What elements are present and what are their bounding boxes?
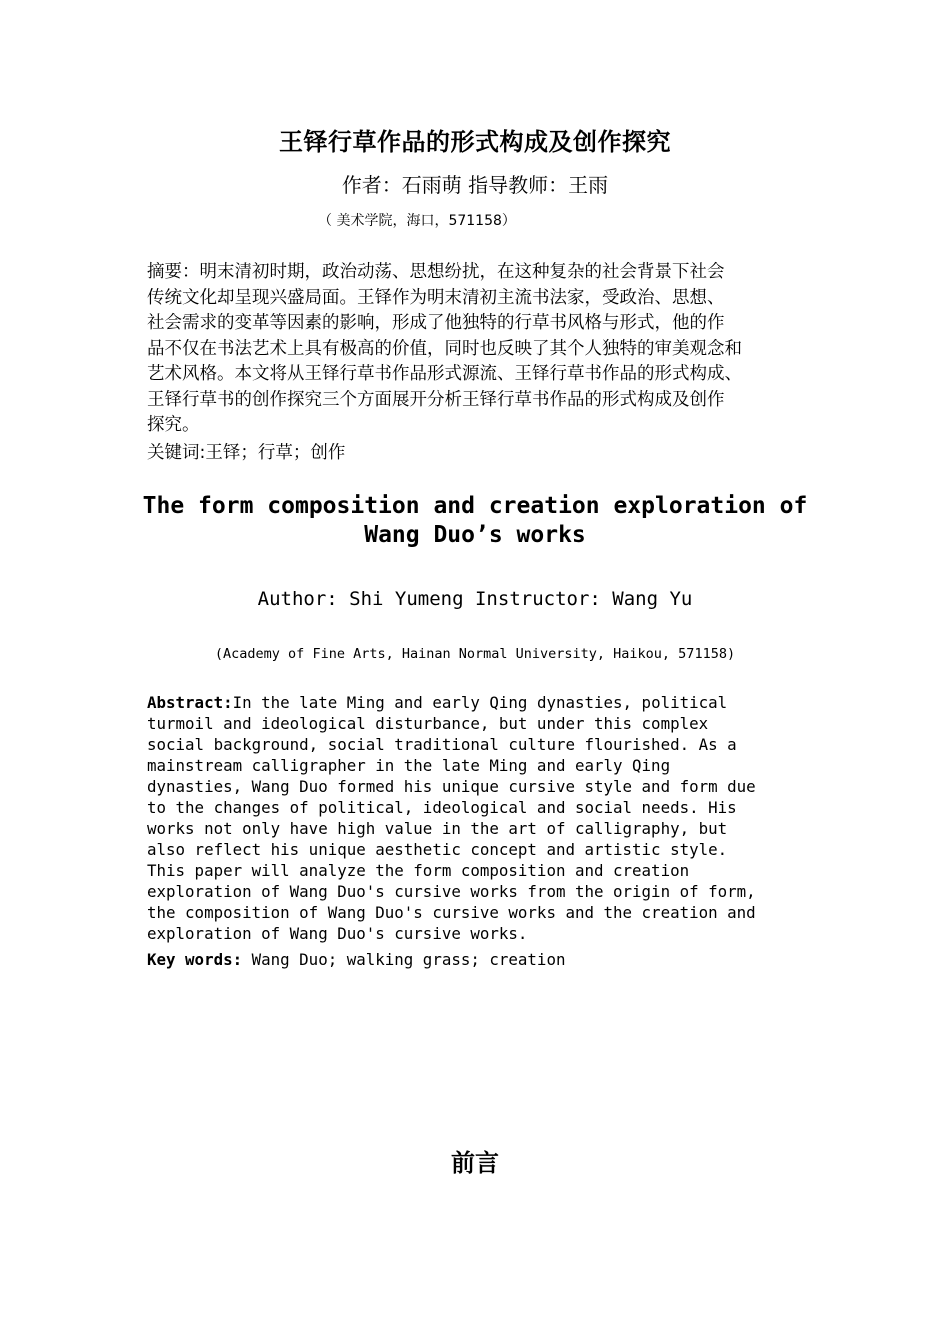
chinese-abstract-line: 王铎行草书的创作探究三个方面展开分析王铎行草书作品的形式构成及创作	[147, 389, 725, 410]
chinese-abstract-line: 品不仅在书法艺术上具有极高的价值，同时也反映了其个人独特的审美观念和	[147, 338, 742, 359]
chinese-abstract-line: 艺术风格。本文将从王铎行草书作品形式源流、王铎行草书作品的形式构成、	[147, 364, 742, 384]
keywords-label: Key words:	[147, 950, 243, 969]
english-abstract-line: social background, social traditional culture flourished. As a	[147, 735, 737, 754]
english-abstract-line: dynasties, Wang Duo formed his unique cursive style and form due	[147, 777, 756, 796]
preface-heading: 前言	[451, 1149, 499, 1177]
abstract-label: Abstract:	[147, 693, 233, 712]
english-abstract-line: also reflect his unique aesthetic concept and artistic style.	[147, 840, 728, 859]
english-abstract-line: mainstream calligrapher in the late Ming and early Qing	[147, 756, 671, 775]
abstract-first-line-text: In the late Ming and early Qing dynasties, political	[232, 693, 728, 712]
chinese-abstract	[147, 260, 817, 439]
chinese-abstract-line: 社会需求的变革等因素的影响，形成了他独特的行草书风格与形式，他的作	[147, 313, 725, 333]
english-abstract-line: exploration of Wang Duo's cursive works from the origin of form,	[147, 882, 756, 901]
english-abstract-line: works not only have high value in the art of calligraphy, but	[147, 819, 728, 838]
english-abstract-line	[147, 692, 827, 713]
english-affiliation: (Academy of Fine Arts, Hainan Normal University, Haikou, 571158)	[214, 646, 736, 662]
english-title-line: Wang Duo’s works	[364, 522, 586, 548]
english-keywords	[147, 950, 565, 969]
english-abstract-line: to the changes of political, ideological and social needs. His	[147, 798, 737, 817]
english-abstract-line: the composition of Wang Duo's cursive works and the creation and	[147, 903, 756, 922]
english-abstract-line: turmoil and ideological disturbance, but under this complex	[147, 714, 709, 733]
chinese-abstract-line: 传统文化却呈现兴盛局面。王铎作为明末清初主流书法家，受政治、思想、	[147, 287, 725, 308]
chinese-abstract-line: 探究。	[147, 415, 200, 435]
english-author-line: Author: Shi Yumeng Instructor: Wang Yu	[257, 588, 693, 610]
chinese-keywords: 关键词:王铎；行草；创作	[147, 443, 346, 463]
english-title-line: The form composition and creation exploration of	[142, 493, 808, 519]
chinese-title: 王铎行草作品的形式构成及创作探究	[279, 128, 671, 156]
english-title	[0, 492, 950, 550]
english-abstract-line: This paper will analyze the form composition and creation	[147, 861, 690, 880]
english-abstract	[147, 692, 827, 944]
chinese-abstract-line: 摘要：明末清初时期，政治动荡、思想纷扰，在这种复杂的社会背景下社会	[147, 262, 725, 282]
chinese-author-line: 作者：石雨萌 指导教师：王雨	[341, 173, 609, 197]
chinese-affiliation: （ 美术学院，海口，571158）	[318, 213, 516, 229]
keywords-text: Wang Duo; walking grass; creation	[242, 950, 566, 969]
english-abstract-line: exploration of Wang Duo's cursive works.	[147, 924, 528, 943]
